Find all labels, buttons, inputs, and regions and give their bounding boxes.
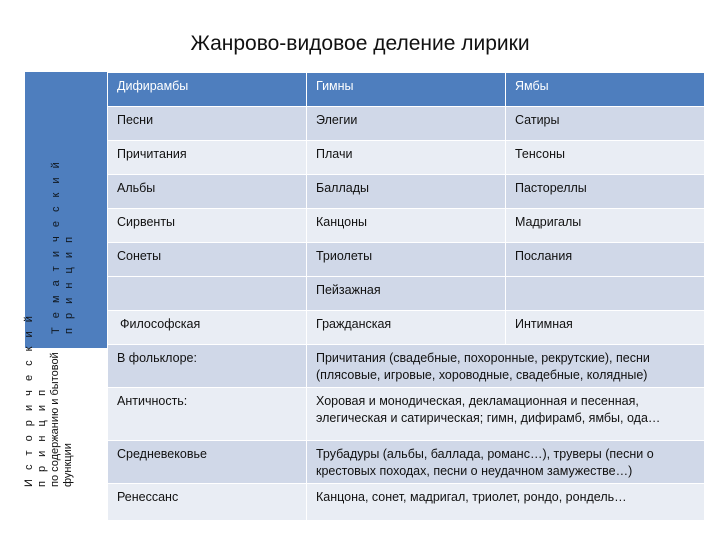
thematic-line-1: Т е м а т и ч е с к и й [50, 159, 62, 334]
landscape-cell: Пейзажная [307, 277, 506, 311]
table-cell: Сирвенты [108, 209, 307, 243]
era-cell: Ренессанс [108, 484, 307, 521]
thematic-principle-text [50, 159, 76, 334]
table-row [108, 388, 705, 441]
table-cell: Дифирамбы [108, 73, 307, 107]
table-row [108, 277, 705, 311]
table-cell: Мадригалы [506, 209, 705, 243]
table-row [108, 345, 705, 388]
era-description: Канцона, сонет, мадригал, триолет, рондо, рондель… [307, 484, 705, 521]
page-title: Жанрово-видовое деление лирики [190, 32, 530, 55]
table-cell: Ямбы [506, 73, 705, 107]
table-cell: Плачи [307, 141, 506, 175]
table-cell: Баллады [307, 175, 506, 209]
table-cell: Сатиры [506, 107, 705, 141]
table-cell: Альбы [108, 175, 307, 209]
table-cell: Пастореллы [506, 175, 705, 209]
era-cell: Средневековье [108, 441, 307, 484]
era-cell: В фольклоре: [108, 345, 307, 388]
historic-principle-text [23, 313, 75, 487]
table-cell: Триолеты [307, 243, 506, 277]
table-row [108, 209, 705, 243]
table-row [108, 311, 705, 345]
table-cell [506, 277, 705, 311]
kind-civic: Гражданская [307, 311, 506, 345]
historic-line-3: по содержанию и бытовой [49, 352, 61, 487]
table-cell: Причитания [108, 141, 307, 175]
historic-line-2: п р и н ц и п [36, 386, 48, 487]
table-cell [108, 277, 307, 311]
table-cell: Гимны [307, 73, 506, 107]
table-cell: Сонеты [108, 243, 307, 277]
historic-line-4: функции [62, 443, 74, 487]
table-row [108, 243, 705, 277]
table-cell: Элегии [307, 107, 506, 141]
table-row [108, 141, 705, 175]
era-description: Трубадуры (альбы, баллада, романс…), труверы (песни о крестовых походах, песни о неудачном замужестве…) [307, 441, 705, 484]
table-cell: Песни [108, 107, 307, 141]
table-cell: Тенсоны [506, 141, 705, 175]
historic-line-1: И с т о р и ч е с к и й [23, 313, 35, 487]
table-cell: Канцоны [307, 209, 506, 243]
thematic-line-2: п р и н ц и п [63, 233, 75, 334]
table-row [108, 484, 705, 521]
era-description: Хоровая и монодическая, декламационная и песенная, элегическая и сатирическая; гимн, дифирамб, ямбы, ода… [307, 388, 705, 441]
historic-principle-label [23, 313, 107, 531]
table-row [108, 175, 705, 209]
table-row [108, 107, 705, 141]
genre-table [107, 72, 705, 521]
table-row [108, 73, 705, 107]
kind-philosophical: Философская [108, 311, 307, 345]
era-cell: Античность: [108, 388, 307, 441]
era-description: Причитания (свадебные, похоронные, рекрутские), песни (плясовые, игровые, хороводные, свадебные, колядные) [307, 345, 705, 388]
thematic-principle-label [25, 72, 107, 348]
table-row [108, 441, 705, 484]
table-cell: Послания [506, 243, 705, 277]
kind-intimate: Интимная [506, 311, 705, 345]
